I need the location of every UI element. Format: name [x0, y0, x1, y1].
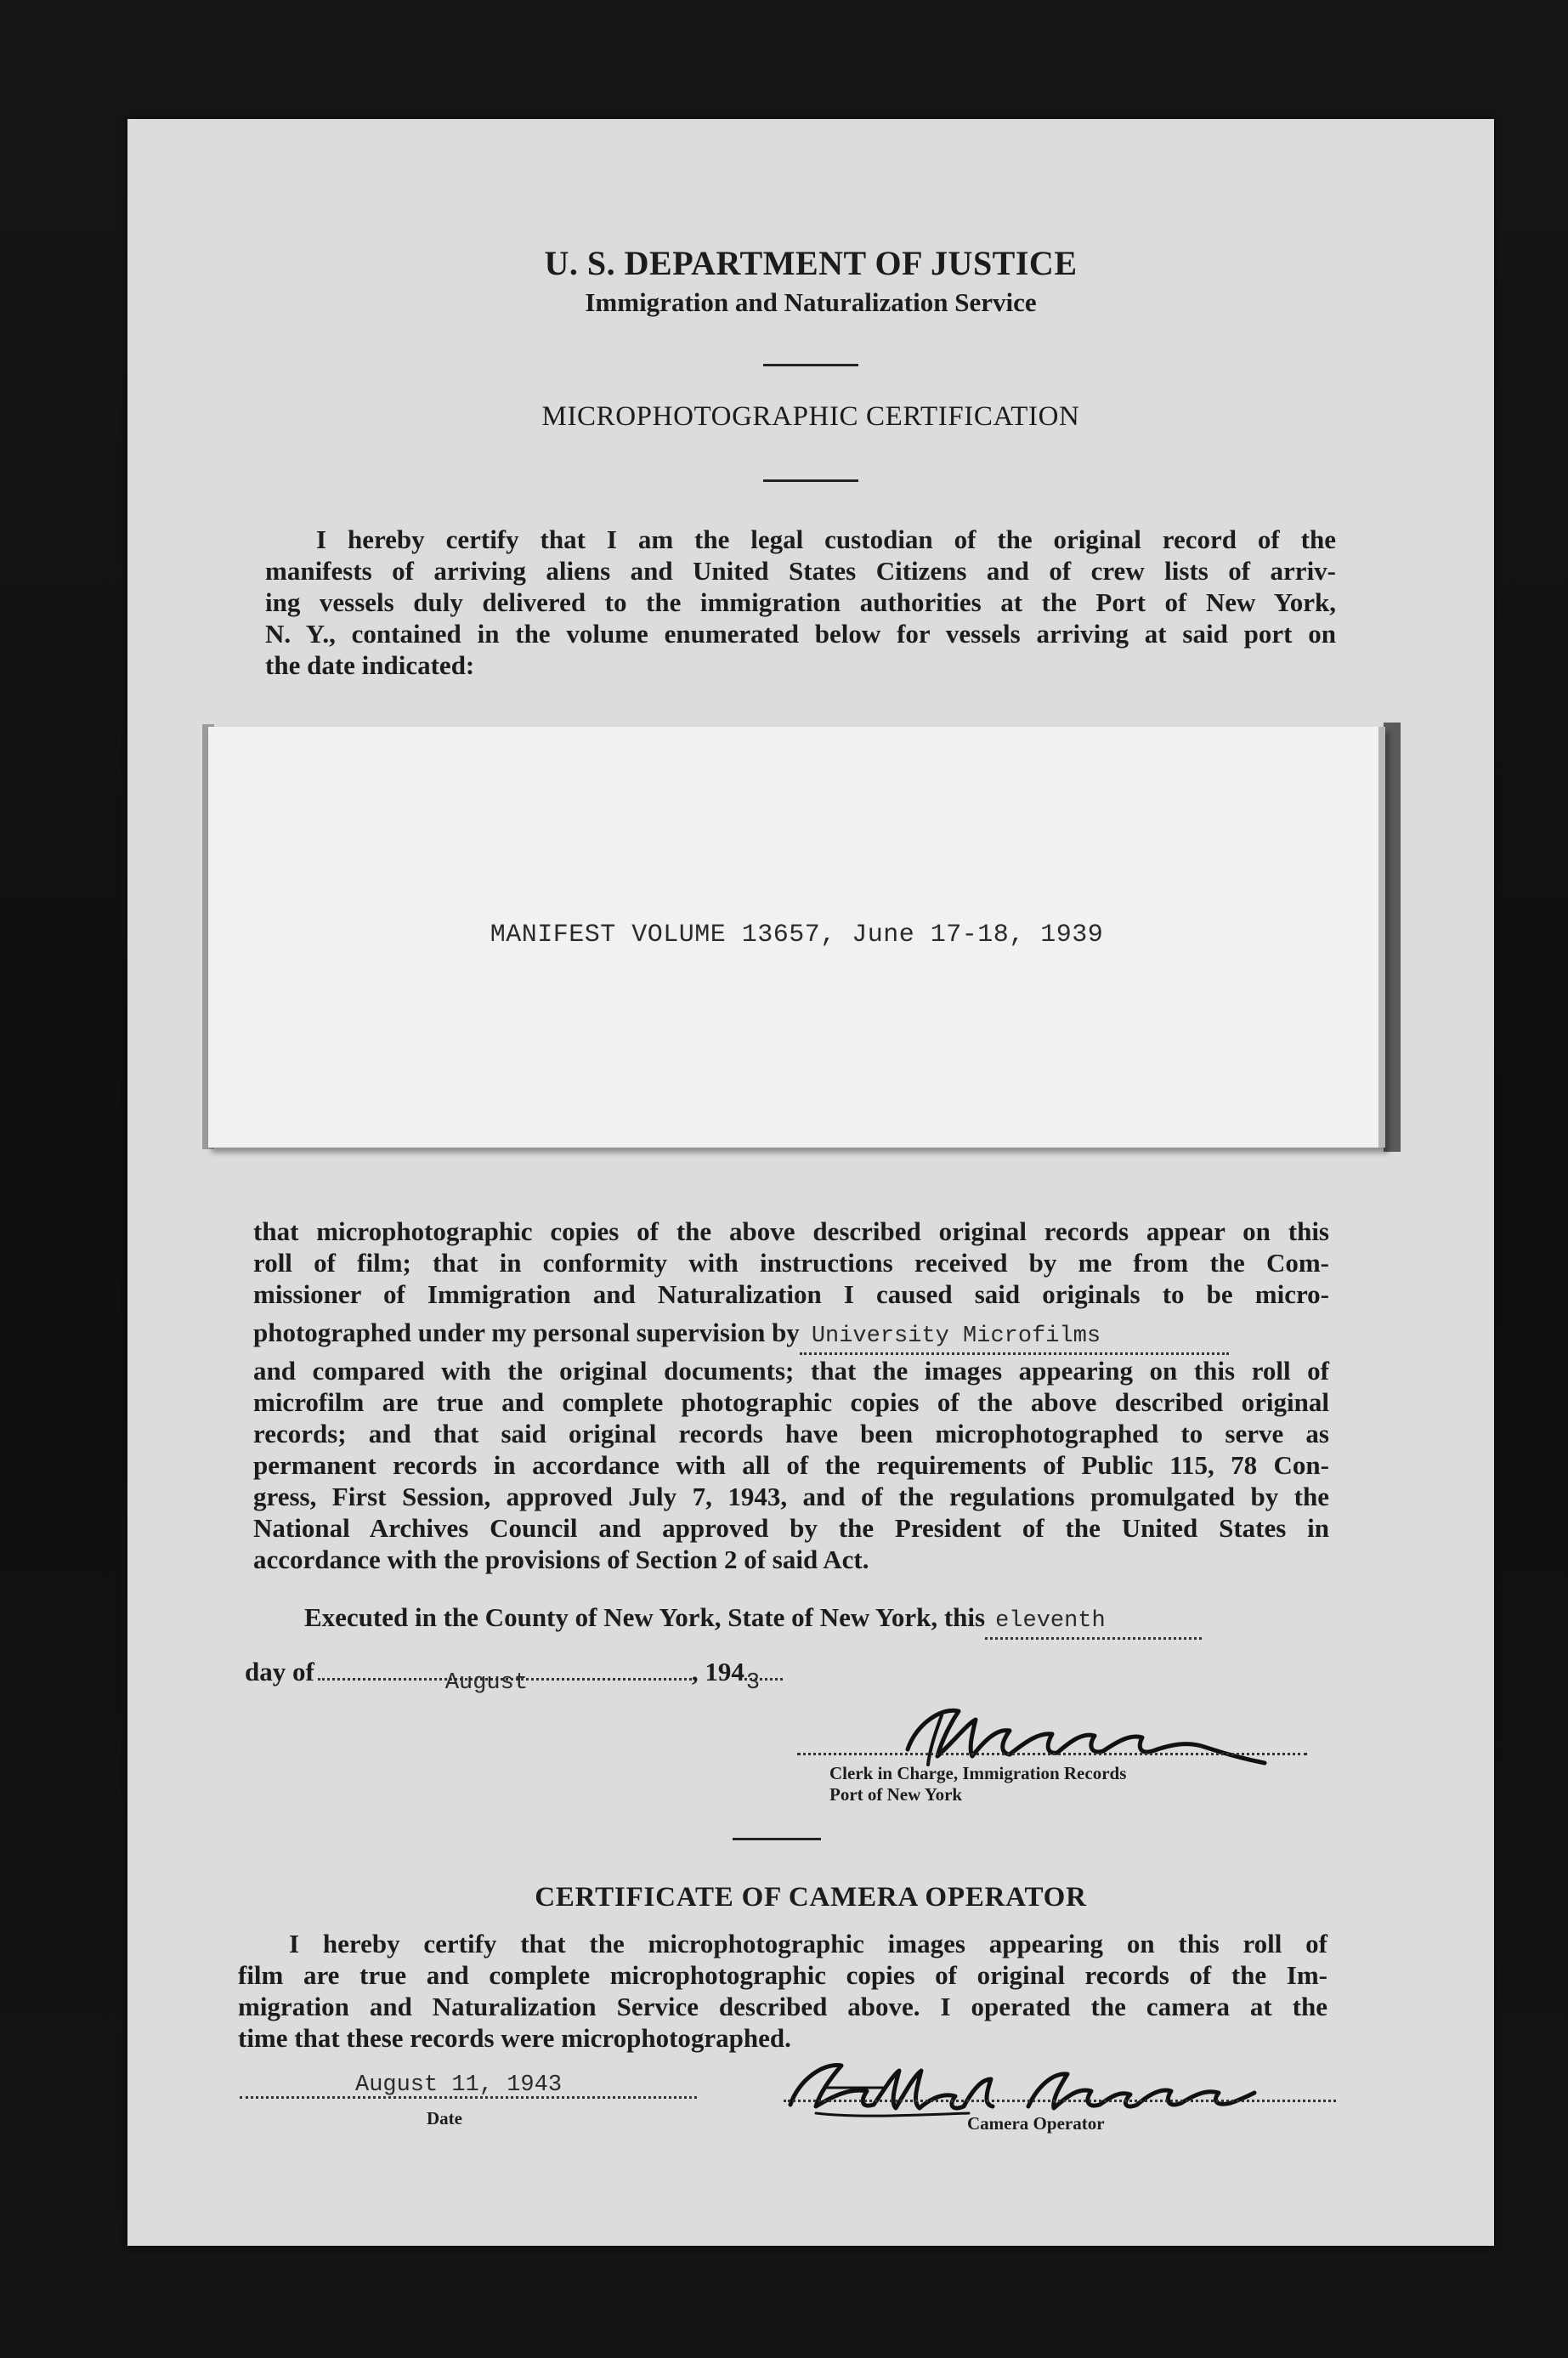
execution-text: Executed in the County of New York, State of New York, this: [304, 1602, 986, 1632]
date-label: Date: [427, 2108, 462, 2128]
clerk-office: Port of New York: [829, 1784, 963, 1805]
day-of-label: day of: [245, 1657, 314, 1686]
clerk-title: Clerk in Charge, Immigration Records: [829, 1763, 1127, 1783]
operator-signature-line: [784, 2100, 1336, 2102]
clerk-signature-line: [797, 1753, 1307, 1755]
slip-edge-shadow: [1384, 723, 1401, 1152]
paragraph-line: and compared with the original documents; that the images appearing on this roll of: [253, 1356, 1329, 1386]
department-heading: U. S. DEPARTMENT OF JUSTICE: [544, 244, 1078, 282]
month-fill-line: [318, 1670, 692, 1696]
paragraph-line: I hereby certify that the microphotographic images appearing on this roll of: [289, 1929, 1327, 1958]
paragraph-line: the date indicated:: [265, 650, 475, 680]
paragraph-line: gress, First Session, approved July 7, 1943, and of the regulations promulgated by the: [253, 1482, 1329, 1511]
intro-paragraph: [265, 524, 1336, 681]
paragraph-line: National Archives Council and approved by the President of the United States in: [253, 1513, 1329, 1543]
month-value: August: [444, 1670, 529, 1696]
page-title: MICROPHOTOGRAPHIC CERTIFICATION: [541, 401, 1080, 432]
camera-certificate-title: CERTIFICATE OF CAMERA OPERATOR: [535, 1882, 1087, 1913]
paragraph-line: photographed under my personal supervision by: [253, 1318, 800, 1347]
paragraph-line: I hereby certify that I am the legal custodian of the original record of the: [316, 524, 1336, 554]
divider-rule: [763, 364, 858, 366]
paragraph-line: roll of film; that in conformity with instructions received by me from the Com-: [253, 1248, 1329, 1278]
year-value: 3: [745, 1670, 761, 1696]
date-line: [245, 1656, 1010, 1696]
divider-rule: [763, 479, 858, 482]
operator-label: Camera Operator: [967, 2113, 1105, 2134]
paragraph-line: ing vessels duly delivered to the immigration authorities at the Port of New York,: [265, 587, 1336, 617]
operator-date-value: August 11, 1943: [355, 2072, 563, 2098]
service-subheading: Immigration and Naturalization Service: [585, 287, 1037, 317]
paragraph-line: film are true and complete microphotographic copies of original records of the Im-: [238, 1960, 1327, 1990]
paragraph-line: records; and that said original records have been microphotographed to serve as: [253, 1419, 1329, 1448]
paragraph-line: microfilm are true and complete photographic copies of the above described original: [253, 1387, 1329, 1417]
divider-rule: [733, 1838, 821, 1840]
clerk-caption: [829, 1763, 1126, 1805]
day-value: eleventh: [995, 1608, 1106, 1634]
manifest-volume-text: MANIFEST VOLUME 13657, June 17-18, 1939: [490, 921, 1104, 949]
paragraph-line: manifests of arriving aliens and United States Citizens and of crew lists of arriv-: [265, 556, 1336, 586]
certificate-document: [127, 119, 1494, 2246]
certification-paragraph: [253, 1216, 1329, 1575]
day-fill-line: [985, 1601, 1202, 1640]
paragraph-line: accordance with the provisions of Section 2 of said Act.: [253, 1545, 869, 1574]
year-fill-line: [744, 1670, 783, 1696]
paragraph-line: N. Y., contained in the volume enumerated below for vessels arriving at said port on: [265, 619, 1336, 649]
execution-line: [304, 1601, 1341, 1640]
paragraph-line: migration and Naturalization Service described above. I operated the camera at the: [238, 1992, 1327, 2021]
year-prefix: , 194: [691, 1657, 744, 1686]
paragraph-line: missioner of Immigration and Naturalization I caused said originals to be micro-: [253, 1279, 1329, 1309]
paragraph-line: time that these records were microphotographed.: [238, 2023, 791, 2053]
paragraph-line: permanent records in accordance with all of the requirements of Public 115, 78 Con-: [253, 1450, 1329, 1480]
supervisor-fill-line: [800, 1317, 1229, 1355]
manifest-slip: [208, 727, 1385, 1148]
supervisor-name: University Microfilms: [811, 1324, 1101, 1349]
paragraph-line: that microphotographic copies of the above described original records appear on this: [253, 1216, 1329, 1246]
camera-certificate-paragraph: [238, 1928, 1327, 2054]
